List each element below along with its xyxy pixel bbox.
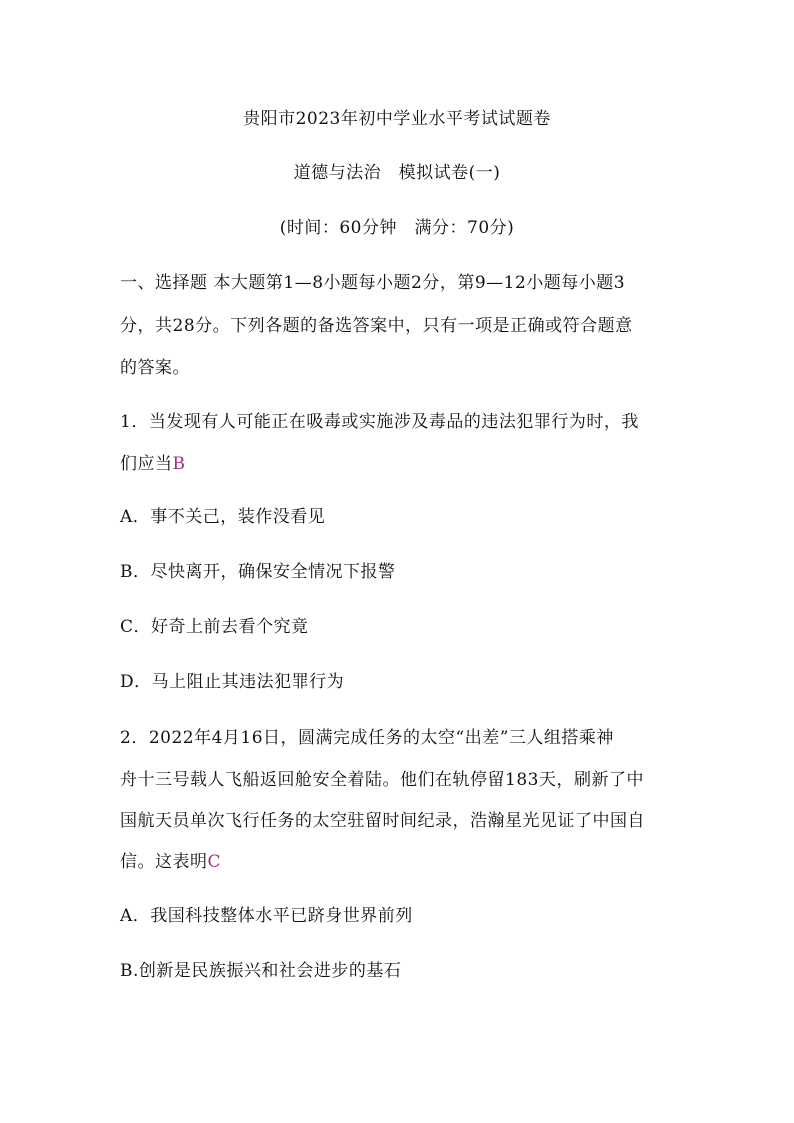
exam-subtitle: 道德与法治 模拟试卷(一)	[293, 163, 501, 183]
question-2-stem-line-2: 舟十三号载人飞船返回舱安全着陆。他们在轨停留183天，刷新了中	[120, 770, 644, 790]
question-2-answer: C	[207, 852, 222, 872]
section-intro-line-2: 分，共28分。下列各题的备选答案中，只有一项是正确或符合题意	[120, 316, 633, 336]
question-1-answer: B	[172, 454, 186, 474]
question-2-stem-line-1: 2．2022年4月16日，圆满完成任务的太空“出差”三人组搭乘神	[120, 728, 614, 748]
question-2-stem-line-4	[120, 851, 680, 873]
question-2-option-b: B.创新是民族振兴和社会进步的基石	[120, 961, 402, 981]
exam-title: 贵阳市2023年初中学业水平考试试题卷	[243, 109, 551, 129]
section-intro-line-3: 的答案。	[120, 358, 190, 378]
question-2-stem-text: 信。这表明	[120, 852, 208, 872]
question-2-option-a: A．我国科技整体水平已跻身世界前列	[120, 906, 413, 926]
section-intro-line-1: 一、选择题 本大题第1—8小题每小题2分，第9—12小题每小题3	[120, 273, 626, 293]
question-1-option-c: C．好奇上前去看个究竟	[120, 617, 309, 637]
question-1-option-a: A．事不关己，装作没看见	[120, 507, 326, 527]
question-2-stem-line-3: 国航天员单次飞行任务的太空驻留时间纪录，浩瀚星光见证了中国自	[120, 811, 645, 831]
question-1-option-d: D．马上阻止其违法犯罪行为	[120, 672, 345, 692]
question-1-option-b: B．尽快离开，确保安全情况下报警	[120, 562, 396, 582]
question-1-stem-line-1: 1．当发现有人可能正在吸毒或实施涉及毒品的违法犯罪行为时，我	[120, 412, 639, 432]
exam-info: (时间：60分钟 满分：70分)	[279, 218, 515, 238]
question-1-stem-line-2	[120, 453, 680, 475]
question-1-stem-text: 们应当	[120, 454, 173, 474]
